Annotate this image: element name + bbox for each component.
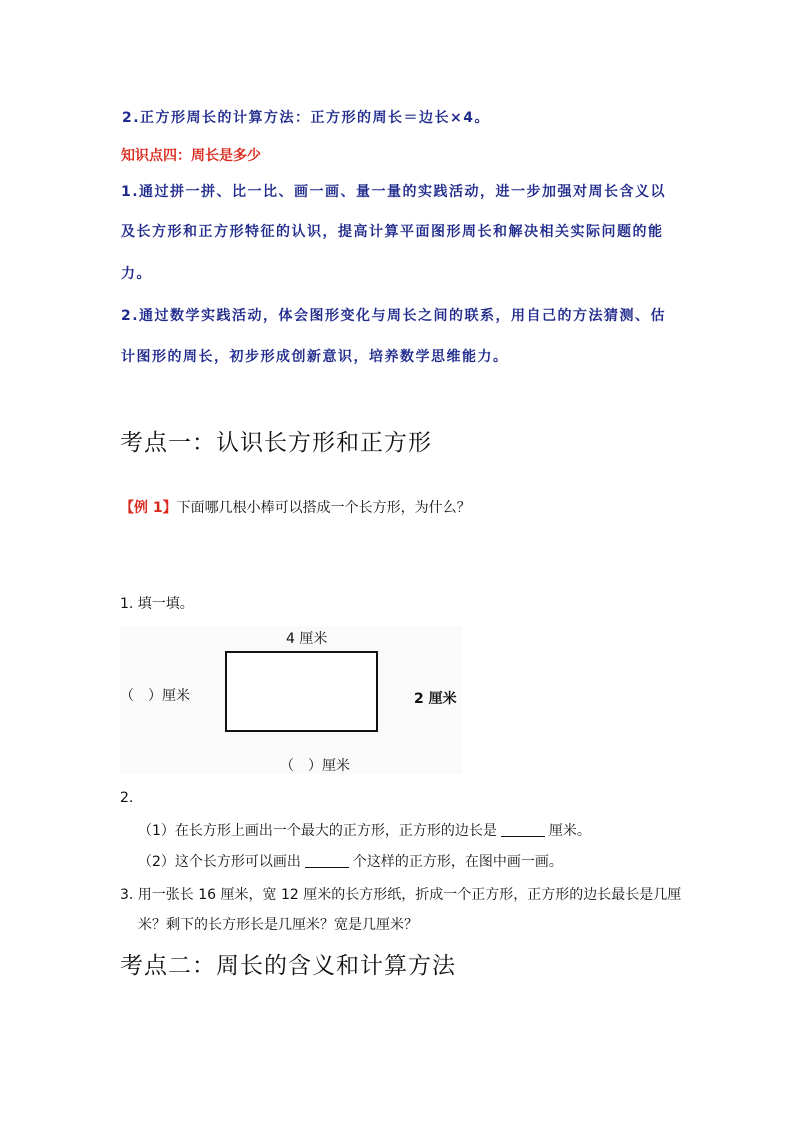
question-2-part-2 — [138, 851, 563, 871]
rectangle-shape — [225, 651, 378, 732]
example-tag: 【例 1】 — [120, 500, 177, 516]
answer-blank-1[interactable] — [501, 824, 545, 837]
rectangle-right-label: 2 厘米 — [414, 691, 457, 707]
knowledge-point-4-p2-line2: 计图形的周长，初步形成创新意识，培养数学思维能力。 — [121, 349, 509, 365]
example-text: 下面哪几根小棒可以搭成一个长方形，为什么？ — [176, 500, 471, 516]
knowledge-point-4-p1-line2: 及长方形和正方形特征的认识，提高计算平面图形周长和解决相关实际问题的能 — [121, 224, 664, 240]
exam-point-2-heading: 考点二：周长的含义和计算方法 — [120, 953, 456, 979]
example-1 — [120, 497, 471, 517]
knowledge-point-4-p2-line1: 2.通过数学实践活动，体会图形变化与周长之间的联系，用自己的方法猜测、估 — [121, 308, 667, 324]
knowledge-point-4-p1-line1: 1.通过拼一拼、比一比、画一画、量一量的实践活动，进一步加强对周长含义以 — [121, 184, 667, 200]
question-2-part-1-unit: 厘米。 — [548, 823, 591, 839]
square-perimeter-method: 2.正方形周长的计算方法：正方形的周长＝边长×4。 — [122, 110, 491, 126]
question-3-line2: 米？剩下的长方形长是几厘米？宽是几厘米？ — [138, 917, 418, 933]
answer-blank-2[interactable] — [305, 855, 349, 868]
question-3-line1: 3. 用一张长 16 厘米，宽 12 厘米的长方形纸，折成一个正方形，正方形的边长最长是几厘 — [120, 887, 682, 903]
rectangle-figure — [120, 626, 462, 774]
question-1: 1. 填一填。 — [120, 596, 194, 612]
knowledge-point-4-title: 知识点四：周长是多少 — [121, 148, 261, 164]
exam-point-1-heading: 考点一：认识长方形和正方形 — [120, 430, 432, 456]
question-2-part-2-text: （2）这个长方形可以画出 — [138, 854, 301, 870]
rectangle-bottom-label: （ ）厘米 — [280, 758, 350, 774]
question-2-part-1-text: （1）在长方形上画出一个最大的正方形，正方形的边长是 — [138, 823, 497, 839]
knowledge-point-4-p1-line3: 力。 — [121, 266, 152, 282]
question-2: 2. — [120, 790, 134, 806]
rectangle-top-label: 4 厘米 — [286, 631, 328, 647]
question-2-part-1 — [138, 820, 591, 840]
rectangle-left-label: （ ）厘米 — [120, 688, 190, 704]
question-2-part-2-rest: 个这样的正方形，在图中画一画。 — [352, 854, 563, 870]
